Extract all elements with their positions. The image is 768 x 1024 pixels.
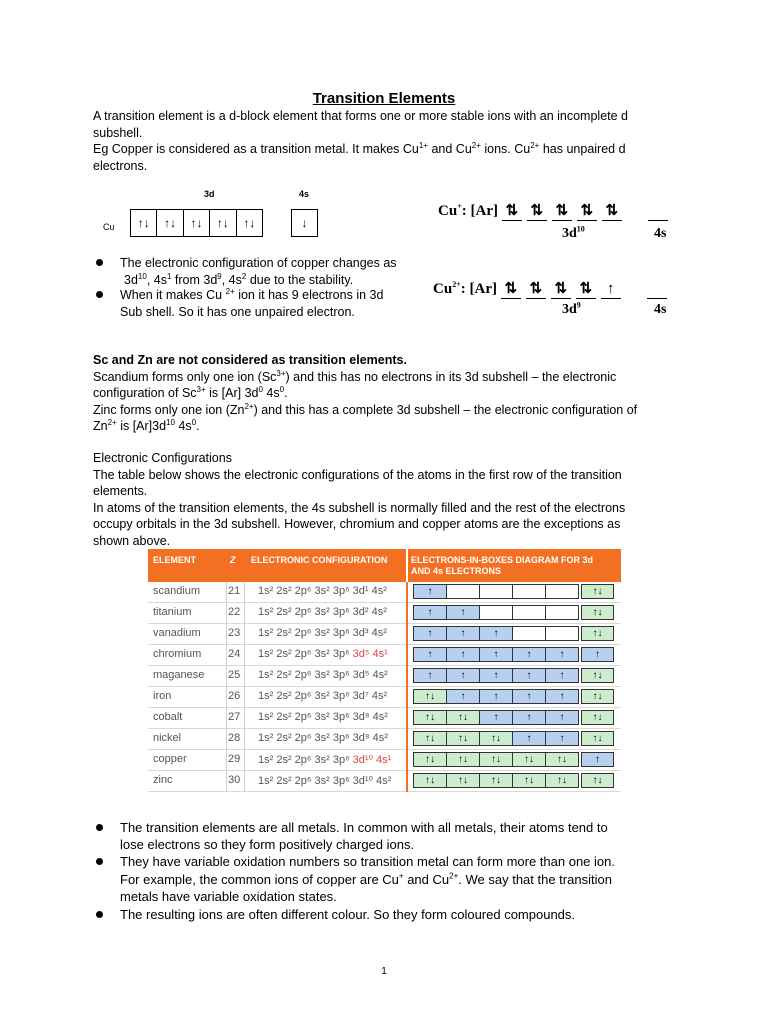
intro-line: subshell. <box>93 125 143 140</box>
cu-3d-boxes <box>130 209 263 237</box>
orbital-box-3d: ↑↓ <box>413 710 447 725</box>
sczn-section <box>93 352 675 435</box>
orbital-box: ↑↓ <box>157 210 183 236</box>
orbital-box-3d: ↑ <box>545 710 579 725</box>
orbital-box-3d: ↑ <box>545 647 579 662</box>
bullet-text: The electronic configuration of copper changes as $3d^{10}$, $4s^1$ from $3d^9$, $4s^2$ due to the stability. <box>120 256 397 287</box>
element-name: vanadium <box>153 627 201 639</box>
orbital-box-3d <box>545 584 579 599</box>
orbital-box-3d: ↑↓ <box>446 710 480 725</box>
table-row <box>148 624 621 645</box>
text-line: occupy orbitals in the 3d subshell. However, chromium and copper atoms are the exceptions as <box>93 517 621 531</box>
orbital-box: ↑↓ <box>210 210 236 236</box>
orbital-box-3d <box>545 626 579 641</box>
electron-config: 1s² 2s² 2p⁶ 3s² 3p⁶ 3d¹⁰ 4s² <box>258 775 392 787</box>
table-row <box>148 645 621 666</box>
orbital-box-3d: ↑ <box>512 647 546 662</box>
element-name: iron <box>153 690 172 702</box>
orbital: ↑ <box>601 281 621 299</box>
element-name: nickel <box>153 732 182 744</box>
orbital-box-4s: ↑↓ <box>581 626 614 641</box>
element-name: chromium <box>153 648 202 660</box>
col-divider <box>244 582 245 792</box>
atomic-number: 21 <box>228 585 241 597</box>
orbital-box-3d <box>512 584 546 599</box>
electron-config-table <box>148 549 621 792</box>
electron-config: 1s² 2s² 2p⁶ 3s² 3p⁶ 3d¹ 4s² <box>258 585 387 597</box>
element-name: scandium <box>153 585 201 597</box>
table-body <box>148 582 621 792</box>
orbital-box: ↑↓ <box>131 210 157 236</box>
text-line: Scandium forms only one ion $(Sc^{3+})$ and this has no electrons in its 3d subshell – the electronic <box>93 368 617 384</box>
col-config: ELECTRONIC CONFIGURATION <box>251 555 388 565</box>
orbital-box-3d: ↑ <box>512 668 546 683</box>
orbital-box-3d: ↑↓ <box>512 752 546 767</box>
orbital-box-4s: ↑ <box>581 647 614 662</box>
bullet-icon <box>96 911 103 918</box>
col-divider <box>406 582 408 792</box>
text-line: The table below shows the electronic configurations of the atoms in the first row of the transition <box>93 467 622 482</box>
orbital-box-3d: ↑ <box>479 626 513 641</box>
orbital-box-3d: ↑↓ <box>446 731 480 746</box>
orbital-box-3d <box>545 605 579 620</box>
orbital-box-3d: ↑ <box>446 668 480 683</box>
orbital-box-3d: ↑ <box>479 647 513 662</box>
atomic-number: 29 <box>228 753 241 765</box>
col-z: Z <box>230 555 236 565</box>
page-number: 1 <box>381 966 387 977</box>
orbital-box-3d: ↑↓ <box>413 752 447 767</box>
electron-config: 1s² 2s² 2p⁶ 3s² 3p⁶ 3d⁸ 4s² <box>258 732 388 744</box>
table-row <box>148 666 621 687</box>
orbital-box-3d: ↑ <box>413 668 447 683</box>
orbital-box-3d: ↑↓ <box>479 731 513 746</box>
bullet-icon <box>96 291 103 298</box>
electron-config: 1s² 2s² 2p⁶ 3s² 3p⁶ 3d⁷ 4s² <box>258 690 388 702</box>
intro-line: Eg Copper is considered as a transition metal. It makes $Cu^{1+}$ and $Cu^{2+}$ ions. $Cu^{2+}$ has unpaired d <box>93 140 626 156</box>
orbital: ⇅ <box>552 201 572 221</box>
orbital-4s <box>648 203 668 221</box>
orbital-box-3d: ↑ <box>413 584 447 599</box>
orbital-box-4s: ↑↓ <box>581 773 614 788</box>
orbital: ⇅ <box>526 279 546 299</box>
cu-4s-label: 4s <box>299 189 310 199</box>
atomic-number: 22 <box>228 606 241 618</box>
atomic-number: 30 <box>228 774 241 786</box>
orbital: ⇅ <box>527 201 547 221</box>
electron-config: 1s² 2s² 2p⁶ 3s² 3p⁶ 3d¹⁰ 4s¹ <box>258 754 392 766</box>
orbital-box-3d: ↑↓ <box>512 773 546 788</box>
element-name: titanium <box>153 606 192 618</box>
orbital-box-3d <box>512 626 546 641</box>
orbital-box-4s: ↑ <box>581 752 614 767</box>
orbital-box-3d: ↑↓ <box>446 773 480 788</box>
orbital-box-3d: ↑ <box>413 647 447 662</box>
text-line: Zinc forms only one ion $(Zn^{2+})$ and this has a complete 3d subshell – the electronic configuration of <box>93 401 638 417</box>
orbital-box-3d <box>479 605 513 620</box>
orbital-box-4s: ↑↓ <box>581 689 614 704</box>
orbital-box-3d: ↑ <box>413 605 447 620</box>
col-boxes-2: AND 4s ELECTRONS <box>411 566 502 576</box>
orbital-4s <box>647 281 667 299</box>
orbital-box-3d: ↑↓ <box>446 752 480 767</box>
orbital-box-3d <box>512 605 546 620</box>
orbital-box-3d: ↑ <box>446 626 480 641</box>
orbital: ⇅ <box>501 279 521 299</box>
orbital-box-3d: ↑ <box>413 626 447 641</box>
orbital-box-4s: ↑↓ <box>581 731 614 746</box>
orbital-box-4s: ↑↓ <box>581 584 614 599</box>
table-row <box>148 750 621 771</box>
cu-element-label: Cu <box>103 222 115 232</box>
orbital-box-3d: ↑ <box>446 647 480 662</box>
page-title: Transition Elements <box>312 90 456 107</box>
text-line: $Zn^{2+}$ is $[Ar]3d^{10}$ $4s^0$. <box>93 417 200 433</box>
orbital-box-3d: ↑↓ <box>545 752 579 767</box>
col-boxes-1: ELECTRONS-IN-BOXES DIAGRAM FOR 3d <box>411 555 594 565</box>
atomic-number: 25 <box>228 669 241 681</box>
electron-config: 1s² 2s² 2p⁶ 3s² 3p⁶ 3d⁸ 4s² <box>258 711 388 723</box>
bullet-icon <box>96 259 103 266</box>
orbital: ⇅ <box>551 279 571 299</box>
orbital-box-4s: ↑↓ <box>581 668 614 683</box>
electron-config: 1s² 2s² 2p⁶ 3s² 3p⁶ 3d² 4s² <box>258 606 387 618</box>
table-row <box>148 729 621 750</box>
cu2-4s-label: 4s <box>654 302 667 317</box>
orbital-box-4s: ↑↓ <box>581 605 614 620</box>
orbital-box-3d: ↑↓ <box>479 752 513 767</box>
orbital: ⇅ <box>576 279 596 299</box>
bullet-text: They have variable oxidation numbers so transition metal can form more than one ion. For example, the common ions of copper are Cu+ and $Cu^{2+}$. We say that the transition metals have variable oxidation states. <box>120 854 615 904</box>
atomic-number: 24 <box>228 648 241 660</box>
text-line: configuration of $Sc^{3+}$ is [Ar] $3d^0$ $4s^0$. <box>93 384 288 400</box>
col-element: ELEMENT <box>153 555 197 565</box>
bullet-text: When it makes Cu $^{2+}$ ion it has 9 electrons in 3d Sub shell. So it has one unpaired electron. <box>120 286 384 319</box>
cu-3d-label: 3d <box>204 189 215 199</box>
table-row <box>148 771 621 792</box>
electron-config: 1s² 2s² 2p⁶ 3s² 3p⁶ 3d³ 4s² <box>258 627 387 639</box>
cu2-config: $Cu^{2+}$: [Ar] ⇅ ⇅ ⇅ ⇅ ↑ <box>433 279 672 299</box>
orbital-box-3d: ↑ <box>479 689 513 704</box>
cu1-config: Cu+: [Ar] ⇅ ⇅ ⇅ ⇅ ⇅ <box>438 201 673 221</box>
atomic-number: 26 <box>228 690 241 702</box>
orbital-box-3d: ↑ <box>545 668 579 683</box>
orbital-box-3d <box>479 584 513 599</box>
ec-section <box>93 450 675 549</box>
section-heading: Electronic Configurations <box>93 451 232 465</box>
atomic-number: 27 <box>228 711 241 723</box>
electron-config: 1s² 2s² 2p⁶ 3s² 3p⁶ 3d⁵ 4s¹ <box>258 648 388 660</box>
atomic-number: 23 <box>228 627 241 639</box>
element-name: copper <box>153 753 187 765</box>
orbital-box-3d: ↑ <box>512 710 546 725</box>
orbital-box: ↑↓ <box>184 210 210 236</box>
orbital: ⇅ <box>602 201 622 221</box>
cu2-3d-label: $3d^9$ <box>562 300 581 317</box>
orbital-box-3d: ↑ <box>545 689 579 704</box>
element-name: maganese <box>153 669 205 681</box>
orbital-box-3d: ↑ <box>512 731 546 746</box>
electron-config: 1s² 2s² 2p⁶ 3s² 3p⁶ 3d⁵ 4s² <box>258 669 388 681</box>
table-row <box>148 708 621 729</box>
bullet-text: The transition elements are all metals. In common with all metals, their atoms tend to lose electrons so they form positively charged ions. <box>120 820 608 852</box>
element-name: cobalt <box>153 711 183 723</box>
cu1-3d-label: $3d^{10}$ <box>562 224 585 241</box>
orbital-box-3d: ↑ <box>446 689 480 704</box>
table-row <box>148 582 621 603</box>
orbital-box-4s: ↑↓ <box>581 710 614 725</box>
orbital-box-3d: ↑↓ <box>413 731 447 746</box>
intro-line: A transition element is a d-block element that forms one or more stable ions with an incomplete d <box>93 109 628 123</box>
intro-line: electrons. <box>93 158 148 173</box>
table-header <box>148 549 621 582</box>
col-divider <box>226 582 227 792</box>
orbital-box-3d: ↑ <box>545 731 579 746</box>
bullet-text: The resulting ions are often different colour. So they form coloured compounds. <box>120 907 576 922</box>
orbital-box-3d: ↑ <box>479 668 513 683</box>
orbital-box-3d: ↑↓ <box>413 689 447 704</box>
orbital-box-3d: ↑↓ <box>479 773 513 788</box>
text-line: shown above. <box>93 533 171 548</box>
orbital-box-3d: ↑ <box>479 710 513 725</box>
text-line: elements. <box>93 484 148 498</box>
header-divider <box>406 549 408 582</box>
orbital-box-3d: ↑↓ <box>413 773 447 788</box>
orbital-box: ↑↓ <box>243 216 256 230</box>
orbital: ⇅ <box>577 201 597 221</box>
orbital-box-3d: ↑↓ <box>545 773 579 788</box>
text-line: In atoms of the transition elements, the 4s subshell is normally filled and the rest of the electrons <box>93 500 626 515</box>
table-row <box>148 603 621 624</box>
intro-paragraph <box>93 108 675 174</box>
element-name: zinc <box>153 774 173 786</box>
orbital: ⇅ <box>502 201 522 221</box>
section-heading: Sc and Zn are not considered as transition elements. <box>93 353 407 367</box>
orbital-box-3d <box>446 584 480 599</box>
atomic-number: 28 <box>228 732 241 744</box>
cu1-4s-label: 4s <box>654 226 667 241</box>
bullet-icon <box>96 824 103 831</box>
cu-4s-box: ↓ <box>291 209 318 237</box>
orbital-box-3d: ↑ <box>446 605 480 620</box>
orbital-box-3d: ↑ <box>512 689 546 704</box>
bullet-icon <box>96 858 103 865</box>
table-row <box>148 687 621 708</box>
